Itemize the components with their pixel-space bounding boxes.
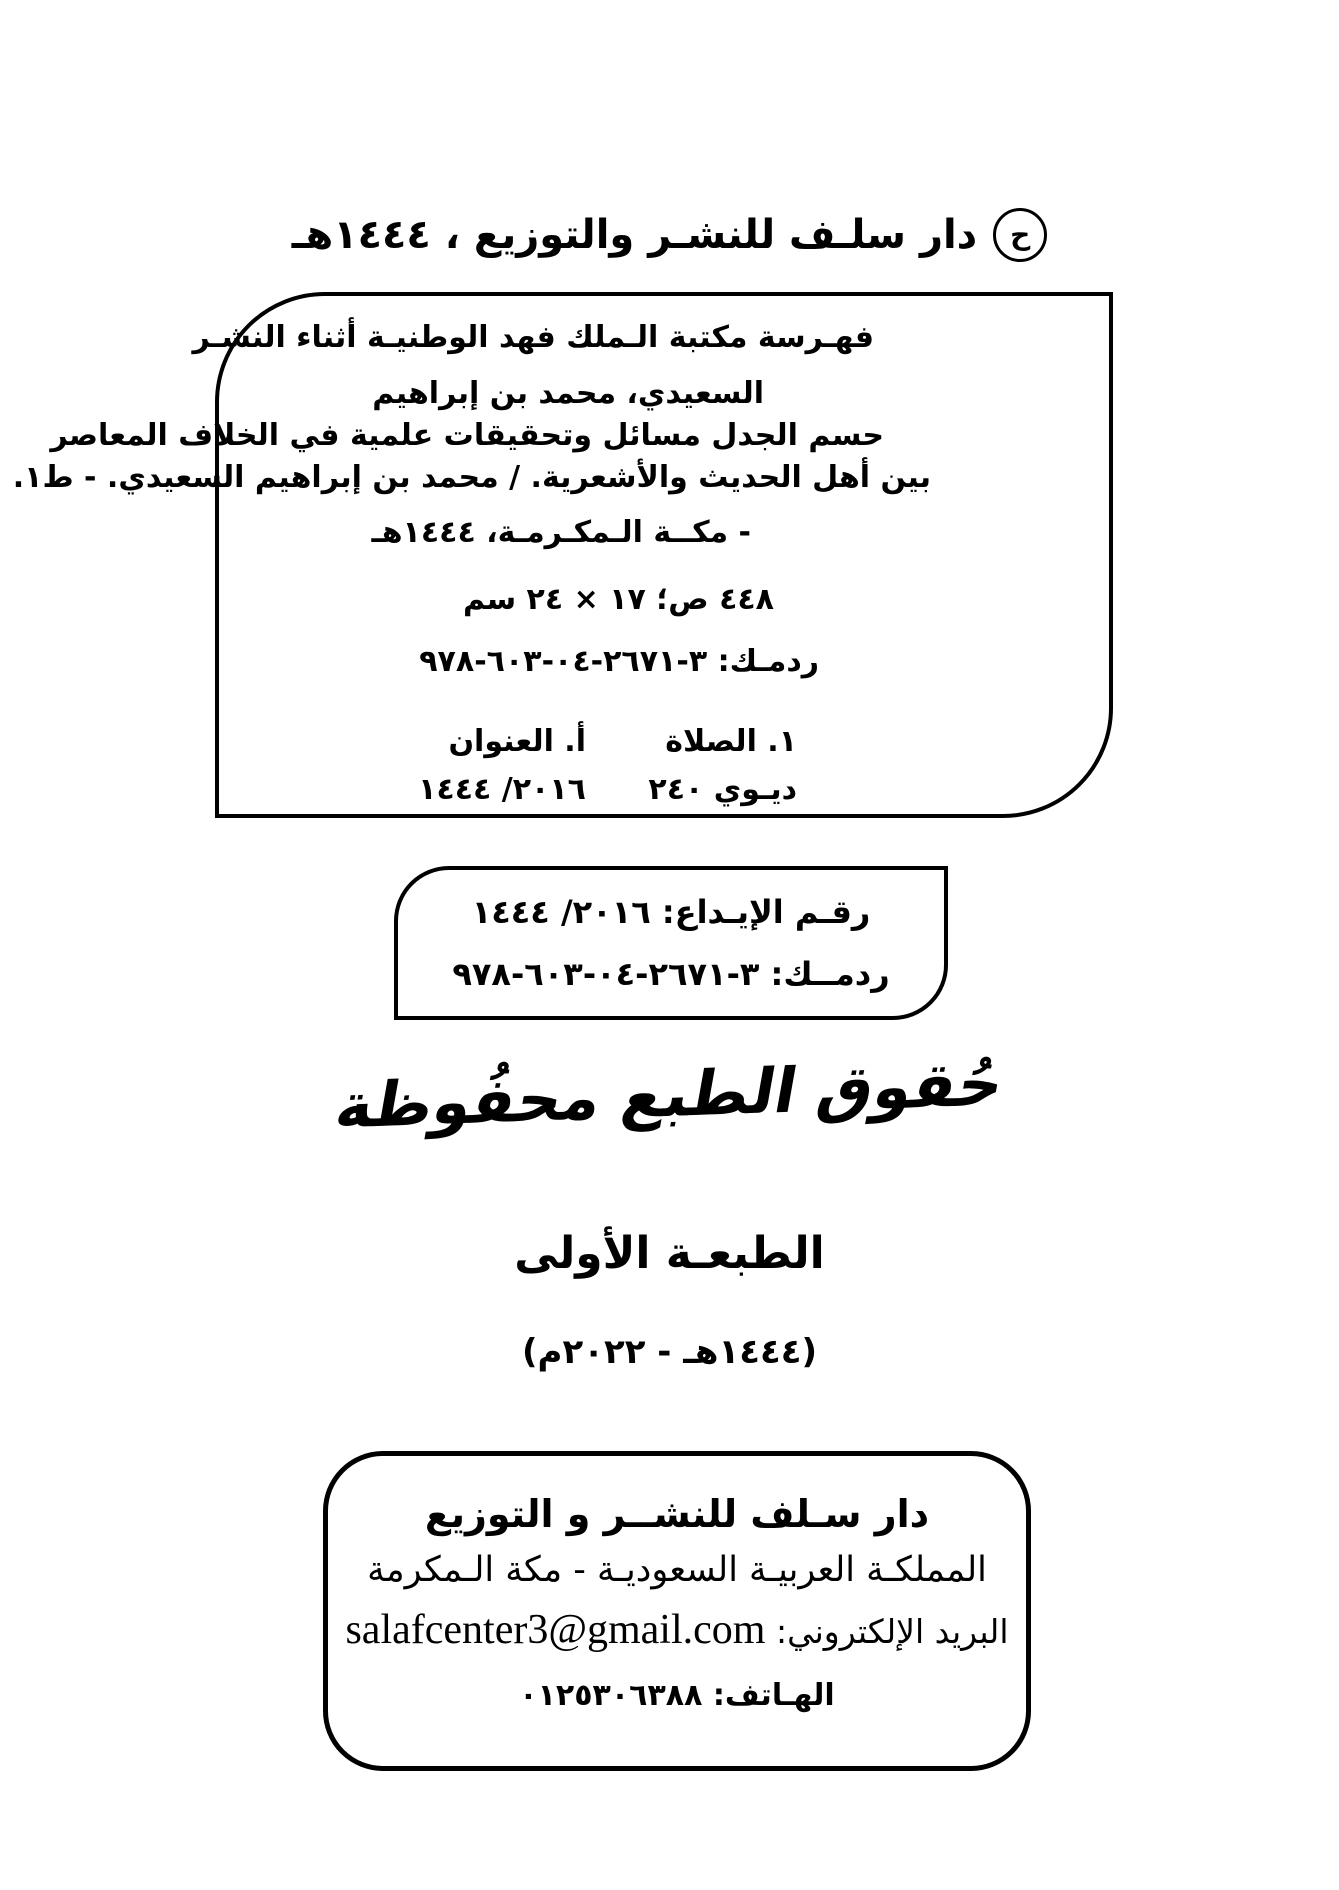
email-label: البريد الإلكتروني: — [775, 1612, 1009, 1651]
cip-deposit-cell: ٢٠١٦/ ١٤٤٤ — [418, 772, 586, 807]
deposit-isbn-line: ردمــك: ٣-٢٦٧١-٠٤-٦٠٣-٩٧٨ — [452, 955, 890, 993]
deposit-box — [394, 866, 948, 1020]
cip-title-line-2: بين أهل الحديث والأشعرية. / محمد بن إبراهيم السعيدي. - ط١. — [12, 460, 931, 495]
arabic-copyright-icon — [993, 208, 1047, 262]
cip-isbn-line: ردمـك: ٣-٢٦٧١-٠٤-٦٠٣-٩٧٨ — [419, 644, 819, 679]
publisher-address: المملكـة العربيـة السعوديـة - مكة الـمكرمة — [367, 1550, 987, 1590]
copyright-line — [0, 208, 1339, 262]
cip-author-entry: السعيدي، محمد بن إبراهيم — [372, 376, 764, 411]
publisher-phone-line: الهـاتف: ٠١٢٥٣٠٦٣٨٨ — [519, 1678, 835, 1713]
copyright-letter: ح — [1010, 218, 1031, 251]
publisher-email-line — [328, 1606, 1026, 1654]
cip-dewey-cell: ديـوي ٢٤٠ — [648, 772, 797, 807]
cip-subject-cell: ١. الصلاة — [665, 724, 797, 759]
rights-reserved-calligraphy: حُقوق الطبع محفُوظة — [329, 1046, 1010, 1143]
rights-reserved-notice — [0, 1046, 1339, 1143]
cip-title-line-1: حسم الجدل مسائل وتحقيقات علمية في الخلاف المعاصر — [50, 418, 884, 453]
cip-place-line: - مكــة الـمكـرمـة، ١٤٤٤هـ — [371, 515, 751, 550]
cip-header: فهـرسة مكتبة الـملك فهد الوطنيـة أثناء النشـر — [192, 320, 874, 355]
cip-access-point-cell: أ. العنوان — [448, 724, 586, 759]
deposit-number-line: رقـم الإيـداع: ٢٠١٦/ ١٤٤٤ — [471, 893, 871, 931]
edition-years: (١٤٤٤هـ - ٢٠٢٢م) — [521, 1332, 818, 1372]
cip-box — [12, 292, 1113, 818]
publisher-box — [323, 1451, 1031, 1771]
publisher-name: دار سـلف للنشــر و التوزيع — [424, 1492, 930, 1536]
email-address: salafcenter3@gmail.com — [345, 1607, 766, 1653]
cip-collation-line: ٤٤٨ ص؛ ١٧ × ٢٤ سم — [463, 582, 774, 617]
copyright-text: دار سلـف للنشـر والتوزيع ، ١٤٤٤هـ — [291, 212, 978, 258]
edition-label: الطبعـة الأولى — [514, 1228, 825, 1279]
